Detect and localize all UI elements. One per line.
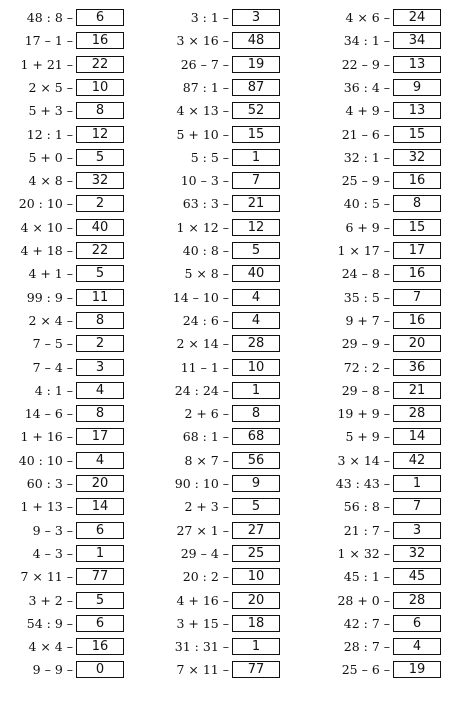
answer-box[interactable]: 4 [232, 289, 280, 306]
problem-row [331, 171, 441, 190]
problem-expression: 3 : 1 – [190, 10, 229, 25]
problem-row [14, 148, 124, 167]
problem-row [331, 474, 441, 493]
answer-box[interactable]: 3 [232, 9, 280, 26]
problem-expression: 3 × 16 – [176, 33, 229, 49]
answer-box[interactable]: 40 [232, 265, 280, 282]
problem-expression: 5 + 0 – [28, 149, 73, 165]
problem-row [14, 381, 124, 400]
problem-row [331, 451, 441, 470]
problem-expression: 5 + 10 – [176, 126, 229, 142]
problem-row [14, 451, 124, 470]
problem-row [170, 497, 280, 516]
answer-box[interactable]: 4 [76, 452, 124, 469]
problem-expression: 2 × 4 – [28, 312, 73, 328]
answer-box[interactable]: 17 [76, 428, 124, 445]
problem-expression: 1 + 21 – [20, 56, 73, 72]
problem-row [170, 311, 280, 330]
problem-row [331, 544, 441, 563]
problem-row [14, 404, 124, 423]
problem-expression: 7 – 5 – [32, 336, 73, 352]
problem-row [331, 78, 441, 97]
answer-box[interactable]: 1 [232, 382, 280, 399]
problem-expression: 29 – 8 – [341, 382, 390, 398]
problem-expression: 31 : 31 – [174, 639, 229, 655]
problem-row [14, 427, 124, 446]
problem-expression: 63 : 3 – [182, 196, 229, 212]
problem-row [170, 637, 280, 656]
problem-row [331, 521, 441, 540]
problem-expression: 36 : 4 – [343, 79, 390, 95]
answer-box[interactable]: 32 [393, 149, 441, 166]
answer-box[interactable]: 21 [393, 382, 441, 399]
answer-box[interactable]: 5 [76, 265, 124, 282]
problem-row [170, 264, 280, 283]
answer-box[interactable]: 6 [76, 9, 124, 26]
problem-row [170, 171, 280, 190]
problem-row [170, 78, 280, 97]
problem-expression: 40 : 8 – [182, 243, 229, 258]
problem-row [14, 8, 124, 27]
problem-expression: 60 : 3 – [26, 476, 73, 491]
problem-row [331, 591, 441, 610]
answer-box[interactable]: 28 [232, 335, 280, 352]
problem-row [170, 381, 280, 400]
problem-row [331, 427, 441, 446]
problem-expression: 20 : 2 – [182, 569, 229, 585]
problem-row [331, 125, 441, 144]
problem-expression: 2 + 3 – [184, 499, 229, 515]
problem-expression: 25 – 9 – [341, 173, 390, 189]
answer-box[interactable]: 16 [393, 312, 441, 329]
problem-row [170, 567, 280, 586]
problem-row [14, 311, 124, 330]
answer-box[interactable]: 45 [393, 568, 441, 585]
problem-expression: 4 × 6 – [345, 10, 390, 25]
problem-row [14, 637, 124, 656]
answer-box[interactable]: 1 [76, 545, 124, 562]
answer-box[interactable]: 18 [232, 615, 280, 632]
answer-box[interactable]: 77 [232, 661, 280, 678]
answer-box[interactable]: 28 [393, 405, 441, 422]
answer-box[interactable]: 4 [76, 382, 124, 399]
problem-row [14, 171, 124, 190]
answer-box[interactable]: 87 [232, 79, 280, 96]
problem-expression: 4 × 10 – [20, 219, 73, 235]
answer-box[interactable]: 13 [393, 56, 441, 73]
problem-row [331, 637, 441, 656]
problem-row [331, 660, 441, 679]
problem-expression: 9 – 3 – [32, 522, 73, 538]
answer-box[interactable]: 27 [232, 522, 280, 539]
problem-expression: 29 – 4 – [180, 545, 229, 561]
problem-expression: 4 + 16 – [176, 592, 229, 608]
problem-expression: 24 – 8 – [341, 266, 390, 282]
problem-expression: 40 : 10 – [18, 452, 73, 468]
answer-box[interactable]: 25 [232, 545, 280, 562]
problem-row [331, 334, 441, 353]
answer-box[interactable]: 6 [76, 522, 124, 539]
answer-box[interactable]: 16 [76, 32, 124, 49]
problem-row [14, 101, 124, 120]
problem-expression: 56 : 8 – [343, 499, 390, 515]
answer-box[interactable]: 3 [76, 359, 124, 376]
answer-box[interactable]: 20 [393, 335, 441, 352]
problem-expression: 7 × 11 – [20, 569, 73, 585]
answer-box[interactable]: 77 [76, 568, 124, 585]
answer-box[interactable]: 8 [232, 405, 280, 422]
problem-expression: 21 : 7 – [343, 522, 390, 538]
problem-row [170, 451, 280, 470]
problem-expression: 21 – 6 – [341, 126, 390, 142]
problem-row [170, 474, 280, 493]
answer-box[interactable]: 12 [76, 126, 124, 143]
problem-expression: 45 : 1 – [343, 569, 390, 585]
problem-expression: 24 : 6 – [182, 312, 229, 328]
problem-expression: 2 × 14 – [176, 336, 229, 352]
problem-expression: 1 × 12 – [176, 219, 229, 235]
problem-row [14, 660, 124, 679]
answer-box[interactable]: 20 [232, 592, 280, 609]
problem-row [14, 78, 124, 97]
answer-box[interactable]: 1 [232, 638, 280, 655]
problem-expression: 11 – 1 – [180, 359, 229, 375]
answer-box[interactable]: 9 [232, 475, 280, 492]
answer-box[interactable]: 12 [232, 219, 280, 236]
problem-row [331, 148, 441, 167]
problem-row [170, 125, 280, 144]
problem-expression: 40 : 5 – [343, 196, 390, 212]
answer-box[interactable]: 5 [232, 498, 280, 515]
problem-row [14, 194, 124, 213]
problem-row [331, 31, 441, 50]
answer-box[interactable]: 32 [76, 172, 124, 189]
problem-expression: 1 + 16 – [20, 429, 73, 445]
problem-row [331, 497, 441, 516]
answer-box[interactable]: 10 [232, 359, 280, 376]
answer-box[interactable]: 48 [232, 32, 280, 49]
problem-expression: 24 : 24 – [174, 382, 229, 398]
problem-row [170, 544, 280, 563]
answer-box[interactable]: 19 [393, 661, 441, 678]
answer-box[interactable]: 16 [76, 638, 124, 655]
answer-box[interactable]: 9 [393, 79, 441, 96]
problem-expression: 5 : 5 – [190, 149, 229, 165]
answer-box[interactable]: 8 [76, 102, 124, 119]
problem-expression: 4 × 4 – [28, 639, 73, 655]
problem-row [170, 148, 280, 167]
problem-row [331, 241, 441, 260]
answer-box[interactable]: 2 [76, 195, 124, 212]
problem-expression: 87 : 1 – [182, 79, 229, 95]
problem-row [170, 288, 280, 307]
answer-box[interactable]: 7 [393, 498, 441, 515]
problem-row [14, 591, 124, 610]
answer-box[interactable]: 40 [76, 219, 124, 236]
answer-box[interactable]: 14 [393, 428, 441, 445]
problem-row [331, 264, 441, 283]
answer-box[interactable]: 16 [393, 172, 441, 189]
problem-row [14, 334, 124, 353]
problem-expression: 5 + 3 – [28, 103, 73, 119]
answer-box[interactable]: 42 [393, 452, 441, 469]
problem-row [331, 358, 441, 377]
answer-box[interactable]: 56 [232, 452, 280, 469]
answer-box[interactable]: 11 [76, 289, 124, 306]
problem-row [331, 218, 441, 237]
problem-expression: 3 + 15 – [176, 615, 229, 631]
answer-box[interactable]: 19 [232, 56, 280, 73]
problem-row [14, 358, 124, 377]
problem-row [331, 381, 441, 400]
problem-row [170, 521, 280, 540]
problem-expression: 42 : 7 – [343, 615, 390, 631]
problem-expression: 1 × 17 – [337, 243, 390, 258]
answer-box[interactable]: 5 [232, 242, 280, 259]
problem-row [170, 101, 280, 120]
problem-row [14, 288, 124, 307]
problem-expression: 3 × 14 – [337, 452, 390, 468]
problem-expression: 34 : 1 – [343, 33, 390, 49]
answer-box[interactable]: 14 [76, 498, 124, 515]
answer-box[interactable]: 15 [393, 219, 441, 236]
problem-expression: 17 – 1 – [24, 33, 73, 49]
answer-box[interactable]: 7 [232, 172, 280, 189]
problem-row [331, 8, 441, 27]
problem-expression: 54 : 9 – [26, 615, 73, 631]
problem-row [170, 8, 280, 27]
answer-box[interactable]: 52 [232, 102, 280, 119]
problem-row [331, 567, 441, 586]
answer-box[interactable]: 3 [393, 522, 441, 539]
problem-row [331, 614, 441, 633]
problem-expression: 43 : 43 – [335, 476, 390, 491]
problem-row [170, 404, 280, 423]
problem-row [14, 614, 124, 633]
problem-expression: 7 × 11 – [176, 662, 229, 678]
problem-row [14, 567, 124, 586]
problem-expression: 35 : 5 – [343, 289, 390, 305]
problem-row [331, 101, 441, 120]
problem-row [331, 194, 441, 213]
problem-expression: 72 : 2 – [343, 359, 390, 375]
answer-box[interactable]: 21 [232, 195, 280, 212]
answer-box[interactable]: 16 [393, 265, 441, 282]
answer-box[interactable]: 10 [232, 568, 280, 585]
problem-expression: 7 – 4 – [32, 359, 73, 375]
answer-box[interactable]: 15 [232, 126, 280, 143]
problem-row [331, 288, 441, 307]
problem-expression: 99 : 9 – [26, 289, 73, 305]
problem-row [170, 591, 280, 610]
answer-box[interactable]: 5 [76, 592, 124, 609]
problem-row [331, 55, 441, 74]
answer-box[interactable]: 0 [76, 661, 124, 678]
answer-box[interactable]: 8 [76, 405, 124, 422]
problem-expression: 9 – 9 – [32, 662, 73, 678]
problem-row [14, 241, 124, 260]
problem-expression: 4 + 9 – [345, 103, 390, 119]
problem-expression: 20 : 10 – [18, 196, 73, 212]
problem-expression: 14 – 6 – [24, 406, 73, 422]
problem-expression: 4 × 13 – [176, 103, 229, 119]
problem-expression: 19 + 9 – [337, 406, 390, 422]
problem-expression: 5 + 9 – [345, 429, 390, 445]
answer-box[interactable]: 36 [393, 359, 441, 376]
answer-box[interactable]: 22 [76, 56, 124, 73]
problem-expression: 28 : 7 – [343, 639, 390, 655]
problem-row [170, 194, 280, 213]
answer-box[interactable]: 6 [76, 615, 124, 632]
problem-expression: 29 – 9 – [341, 336, 390, 352]
problem-row [170, 55, 280, 74]
problem-expression: 4 × 8 – [28, 173, 73, 189]
problem-row [331, 311, 441, 330]
problem-row [170, 358, 280, 377]
problem-row [170, 427, 280, 446]
problem-expression: 48 : 8 – [26, 10, 73, 25]
answer-box[interactable]: 8 [393, 195, 441, 212]
answer-box[interactable]: 10 [76, 79, 124, 96]
problem-expression: 90 : 10 – [174, 476, 229, 491]
problem-expression: 26 – 7 – [180, 56, 229, 72]
problem-expression: 5 × 8 – [184, 266, 229, 282]
problem-expression: 22 – 9 – [341, 56, 390, 72]
problem-expression: 32 : 1 – [343, 149, 390, 165]
answer-box[interactable]: 4 [393, 638, 441, 655]
answer-box[interactable]: 4 [232, 312, 280, 329]
answer-box[interactable]: 24 [393, 9, 441, 26]
answer-box[interactable]: 2 [76, 335, 124, 352]
problem-expression: 12 : 1 – [26, 126, 73, 142]
problem-expression: 10 – 3 – [180, 173, 229, 189]
answer-box[interactable]: 68 [232, 428, 280, 445]
problem-expression: 4 + 18 – [20, 243, 73, 258]
answer-box[interactable]: 8 [76, 312, 124, 329]
problem-row [331, 404, 441, 423]
problem-row [170, 218, 280, 237]
problem-expression: 25 – 6 – [341, 662, 390, 678]
problem-expression: 8 × 7 – [184, 452, 229, 468]
problem-row [170, 660, 280, 679]
problem-expression: 4 – 3 – [32, 545, 73, 561]
problem-expression: 9 + 7 – [345, 312, 390, 328]
answer-box[interactable]: 20 [76, 475, 124, 492]
problem-row [14, 474, 124, 493]
problem-expression: 27 × 1 – [176, 522, 229, 538]
problem-row [14, 264, 124, 283]
problem-row [14, 125, 124, 144]
problem-row [170, 614, 280, 633]
problem-expression: 1 + 13 – [20, 499, 73, 515]
problem-row [14, 497, 124, 516]
problem-row [14, 544, 124, 563]
answer-box[interactable]: 5 [76, 149, 124, 166]
answer-box[interactable]: 15 [393, 126, 441, 143]
problem-row [170, 334, 280, 353]
answer-box[interactable]: 13 [393, 102, 441, 119]
problem-expression: 1 × 32 – [337, 545, 390, 561]
problem-expression: 6 + 9 – [345, 219, 390, 235]
problem-row [14, 218, 124, 237]
problem-expression: 4 : 1 – [34, 382, 73, 398]
answer-box[interactable]: 22 [76, 242, 124, 259]
problem-expression: 2 × 5 – [28, 79, 73, 95]
problem-expression: 68 : 1 – [182, 429, 229, 445]
problem-expression: 4 + 1 – [28, 266, 73, 282]
problem-expression: 28 + 0 – [337, 592, 390, 608]
answer-box[interactable]: 17 [393, 242, 441, 259]
answer-box[interactable]: 28 [393, 592, 441, 609]
problem-expression: 2 + 6 – [184, 406, 229, 422]
answer-box[interactable]: 7 [393, 289, 441, 306]
answer-box[interactable]: 34 [393, 32, 441, 49]
problem-expression: 3 + 2 – [28, 592, 73, 608]
answer-box[interactable]: 6 [393, 615, 441, 632]
problem-row [14, 521, 124, 540]
problem-expression: 14 – 10 – [172, 289, 229, 305]
answer-box[interactable]: 1 [393, 475, 441, 492]
answer-box[interactable]: 1 [232, 149, 280, 166]
answer-box[interactable]: 32 [393, 545, 441, 562]
problem-row [170, 31, 280, 50]
problem-row [14, 31, 124, 50]
problem-row [170, 241, 280, 260]
problem-row [14, 55, 124, 74]
